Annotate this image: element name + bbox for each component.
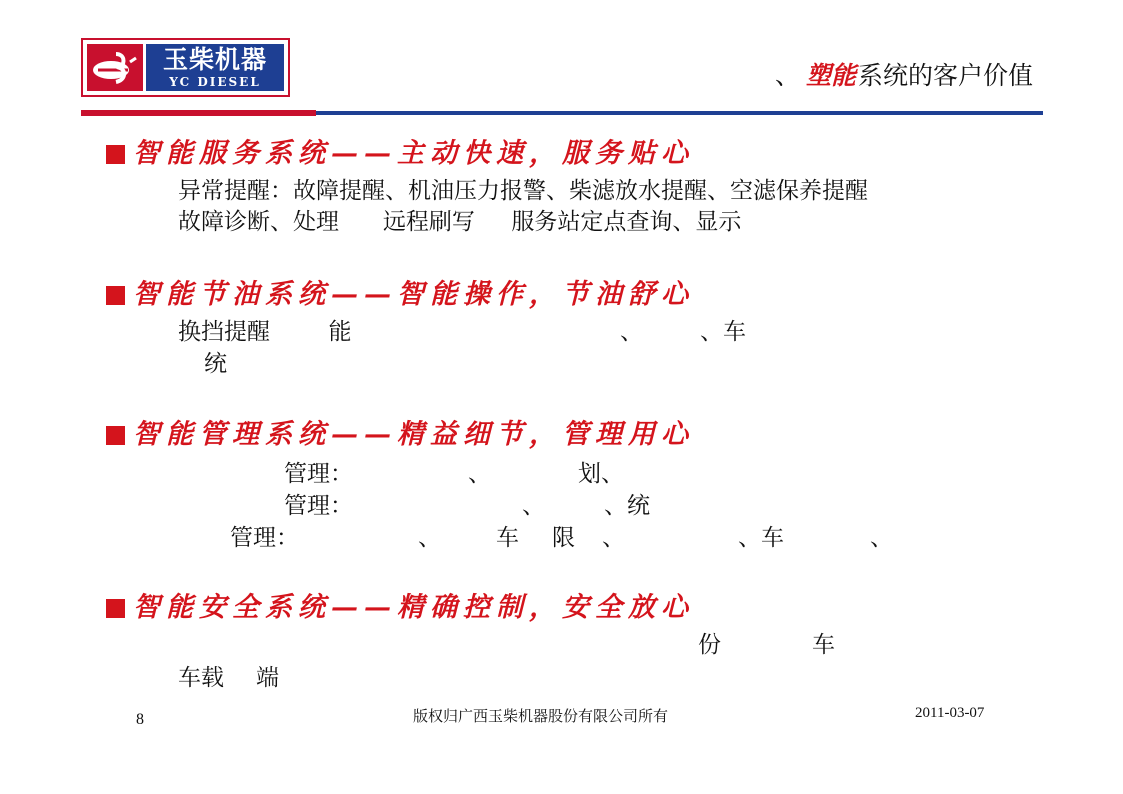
body-line: 管理： xyxy=(284,493,353,519)
logo-chinese-text: 玉柴机器 xyxy=(162,45,267,74)
body-line: 、 xyxy=(522,493,545,519)
section-service xyxy=(106,137,1006,235)
square-bullet-icon xyxy=(106,599,125,618)
body-line: 端 xyxy=(256,665,279,691)
section-safety xyxy=(106,591,1006,691)
body-line: 、 xyxy=(602,525,625,551)
body-line: 故障诊断、处理 远程刷写 服务站定点查询、显示 xyxy=(178,209,742,235)
logo-wordmark xyxy=(146,44,284,91)
body-line: 、 xyxy=(620,319,643,345)
section-management xyxy=(106,418,1006,551)
body-line: 管理： xyxy=(230,525,299,551)
body-line: 车载 xyxy=(178,665,224,691)
body-line: 、车 xyxy=(700,319,746,345)
logo-english-text: YC DIESEL xyxy=(169,75,261,89)
footer-date: 2011-03-07 xyxy=(915,705,985,721)
body-line: 异常提醒：故障提醒、机油压力报警、柴滤放水提醒、空滤保养提醒 xyxy=(178,178,868,204)
section-heading xyxy=(106,591,1006,625)
company-logo xyxy=(81,38,290,97)
square-bullet-icon xyxy=(106,145,125,164)
section-heading xyxy=(106,418,1006,452)
body-line: 份 xyxy=(698,632,721,658)
title-emphasis: 塑能 xyxy=(805,61,856,90)
body-line: 限 xyxy=(552,525,575,551)
header-divider xyxy=(81,108,1043,118)
body-line: 换挡提醒 能 xyxy=(178,319,352,345)
logo-emblem-icon xyxy=(87,44,143,91)
page-title xyxy=(775,58,1033,94)
body-line: 、 xyxy=(870,525,893,551)
section-heading-text: 智能节油系统——智能操作，节油舒心 xyxy=(133,279,694,310)
copyright-notice: 版权归广西玉柴机器股份有限公司所有 xyxy=(413,709,669,725)
body-line: 车 xyxy=(496,525,519,551)
body-line: 车 xyxy=(812,632,835,658)
body-line: 管理： xyxy=(284,461,353,487)
square-bullet-icon xyxy=(106,286,125,305)
body-line: 、 xyxy=(468,461,491,487)
body-line: 、车 xyxy=(738,525,784,551)
page-number: 8 xyxy=(136,711,144,728)
title-prefix: 、 xyxy=(774,61,800,90)
section-heading xyxy=(106,278,1006,312)
section-heading xyxy=(106,137,1006,171)
title-text: 系统的客户价值 xyxy=(857,61,1033,90)
body-line: 、 xyxy=(418,525,441,551)
section-heading-text: 智能服务系统——主动快速，服务贴心 xyxy=(133,138,694,169)
section-heading-text: 智能安全系统——精确控制，安全放心 xyxy=(133,592,694,623)
body-line: 、统 xyxy=(604,493,650,519)
square-bullet-icon xyxy=(106,426,125,445)
section-fuel-saving xyxy=(106,278,1006,377)
section-heading-text: 智能管理系统——精益细节，管理用心 xyxy=(133,419,694,450)
body-line: 统 xyxy=(204,351,227,377)
body-line: 划、 xyxy=(578,461,624,487)
